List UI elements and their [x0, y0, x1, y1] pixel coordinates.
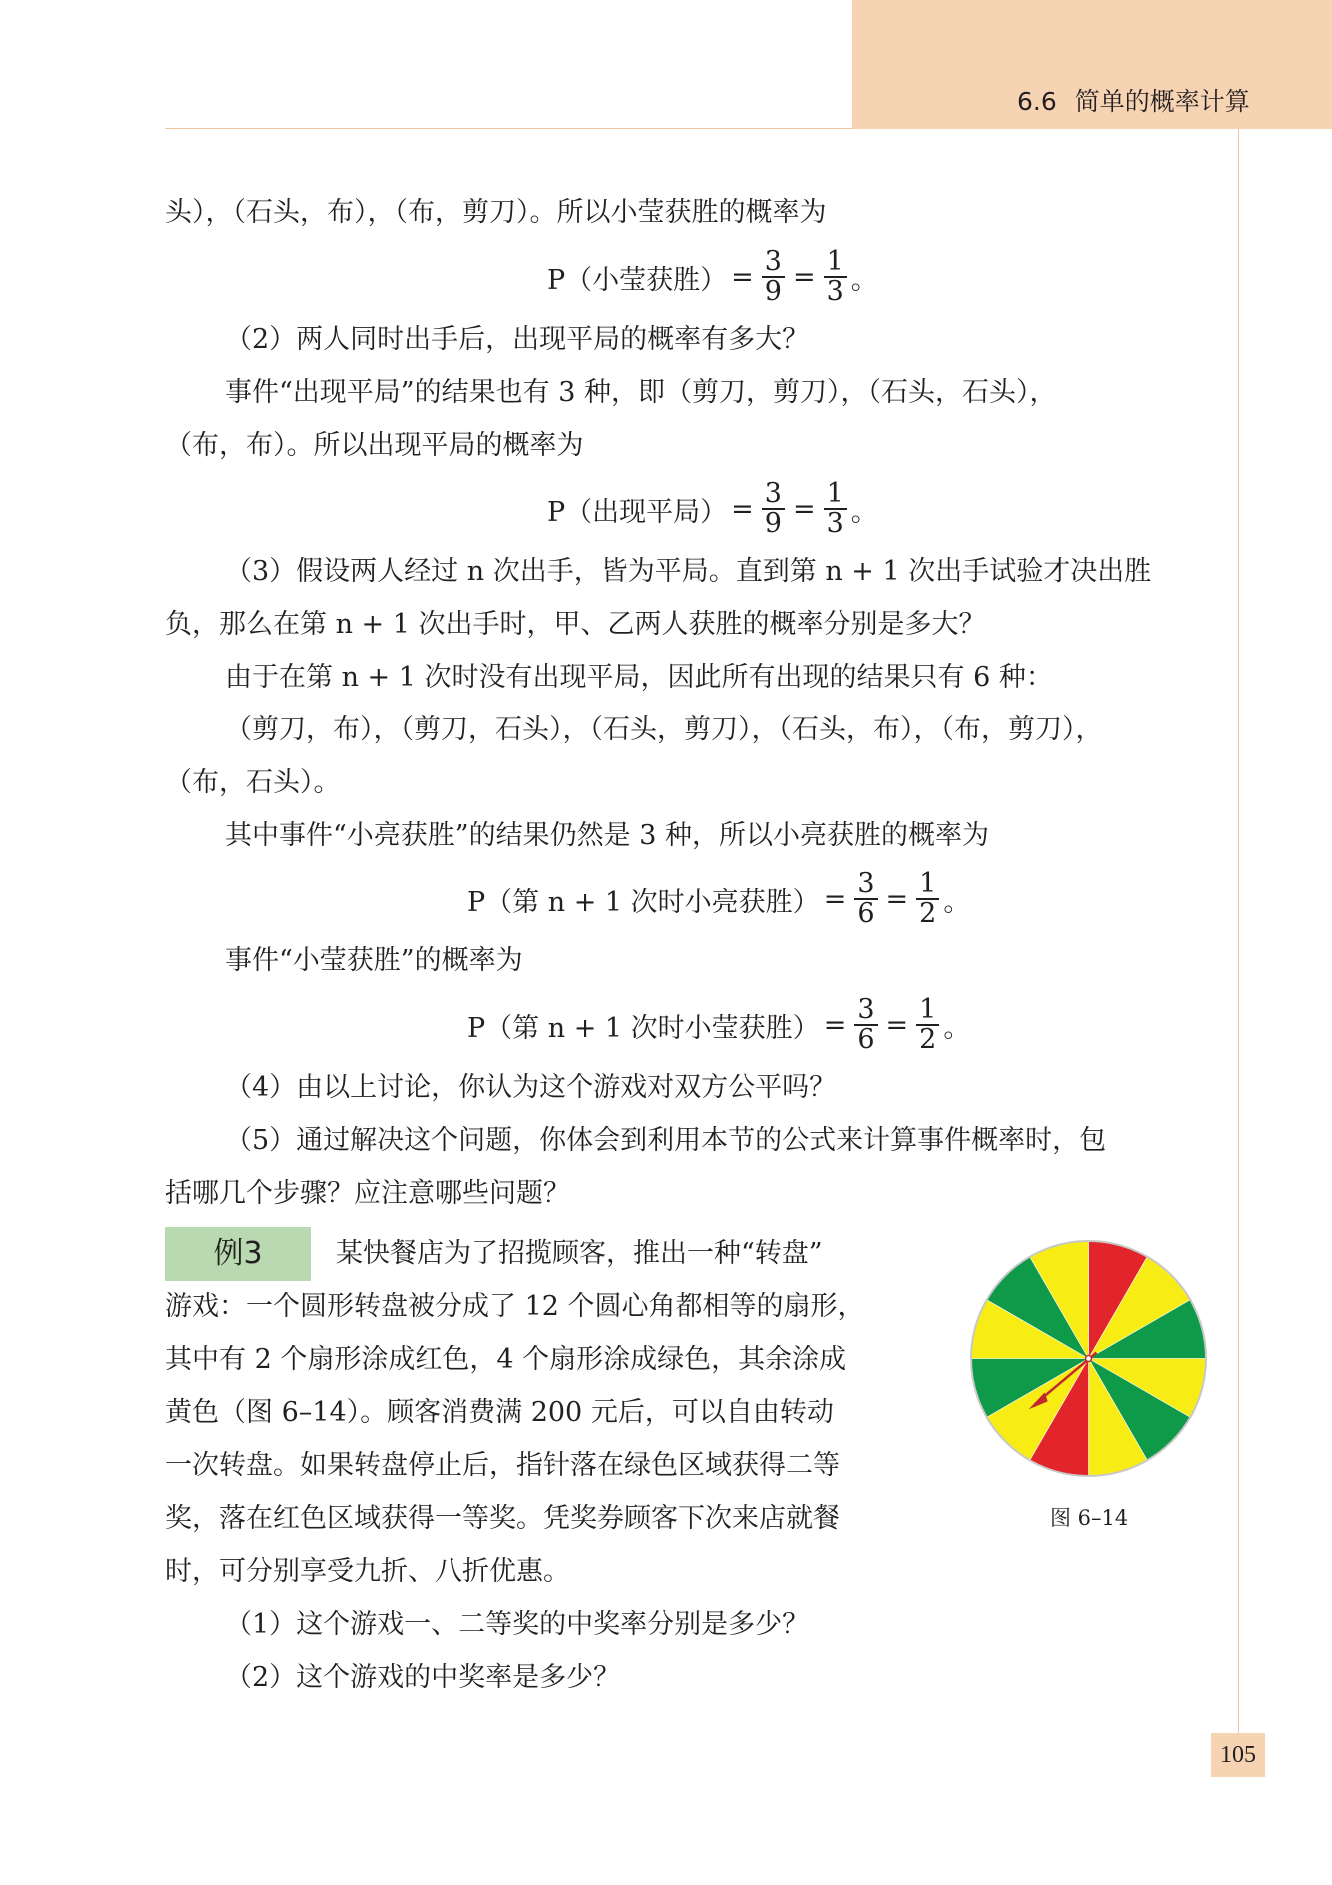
- section-number: 6.6: [1017, 87, 1057, 116]
- formula-lhs: P（第 n + 1 次时小亮获胜）: [467, 886, 820, 918]
- formula-lhs: P（小莹获胜）: [547, 264, 728, 296]
- margin-rule: [1238, 129, 1239, 1769]
- fraction: $\frac{3}{9}$: [762, 480, 785, 538]
- text-line: 由于在第 n + 1 次时没有出现平局，因此所有出现的结果只有 6 种：: [225, 662, 1053, 693]
- text-line: 其中事件“小亮获胜”的结果仍然是 3 种，所以小亮获胜的概率为: [225, 820, 989, 851]
- text-line: 某快餐店为了招揽顾客，推出一种“转盘”: [336, 1238, 823, 1269]
- formula-xiaoying-win-n1: P（第 n + 1 次时小莹获胜） = $\frac{3}{6}$ = $\frac{1}{2}$ 。: [467, 994, 971, 1055]
- fraction: $\frac{1}{3}$: [824, 248, 847, 306]
- text-line: 其中有 2 个扇形涂成红色，4 个扇形涂成绿色，其余涂成: [165, 1344, 847, 1375]
- header-rule: [165, 128, 853, 129]
- formula-lhs: P（第 n + 1 次时小莹获胜）: [467, 1012, 820, 1044]
- text-line: （布，石头）。: [165, 767, 341, 798]
- text-line: （5）通过解决这个问题，你体会到利用本节的公式来计算事件概率时，包: [225, 1125, 1107, 1156]
- text-line: 黄色（图 6–14）。顾客消费满 200 元后，可以自由转动: [165, 1397, 834, 1428]
- text-line: 事件“出现平局”的结果也有 3 种，即（剪刀，剪刀），（石头，石头），: [225, 377, 1057, 408]
- spinner-wheel: [969, 1239, 1208, 1478]
- text-line: （2）这个游戏的中奖率是多少？: [225, 1662, 621, 1693]
- text-line: 一次转盘。如果转盘停止后，指针落在绿色区域获得二等: [165, 1450, 840, 1481]
- example-label: 例3: [165, 1227, 311, 1281]
- formula-lhs: P（出现平局）: [547, 496, 728, 528]
- text-line: （3）假设两人经过 n 次出手，皆为平局。直到第 n + 1 次出手试验才决出胜: [225, 556, 1152, 587]
- formula-xiaoliang-win-n1: P（第 n + 1 次时小亮获胜） = $\frac{3}{6}$ = $\frac{1}{2}$ 。: [467, 868, 971, 929]
- section-header: [1017, 82, 1250, 118]
- text-line: （1）这个游戏一、二等奖的中奖率分别是多少？: [225, 1609, 810, 1640]
- page-number: 105: [1211, 1733, 1265, 1777]
- text-line: （2）两人同时出手后，出现平局的概率有多大？: [225, 324, 810, 355]
- text-line: 负，那么在第 n + 1 次出手时，甲、乙两人获胜的概率分别是多大？: [165, 609, 986, 640]
- section-title: 简单的概率计算: [1074, 87, 1250, 116]
- fraction: $\frac{1}{3}$: [824, 480, 847, 538]
- text-line: 时，可分别享受九折、八折优惠。: [165, 1556, 570, 1587]
- fraction: $\frac{1}{2}$: [916, 870, 939, 928]
- fraction: $\frac{3}{6}$: [854, 996, 877, 1054]
- text-line: 头），（石头，布），（布，剪刀）。所以小莹获胜的概率为: [165, 197, 827, 228]
- text-line: （4）由以上讨论，你认为这个游戏对双方公平吗？: [225, 1072, 837, 1103]
- formula-xiaoying-win: P（小莹获胜） = $\frac{3}{9}$ = $\frac{1}{3}$ 。: [547, 246, 878, 307]
- formula-draw: P（出现平局） = $\frac{3}{9}$ = $\frac{1}{3}$ 。: [547, 478, 878, 539]
- fraction: $\frac{1}{2}$: [916, 996, 939, 1054]
- fraction: $\frac{3}{9}$: [762, 248, 785, 306]
- text-line: 奖，落在红色区域获得一等奖。凭奖券顾客下次来店就餐: [165, 1503, 840, 1534]
- text-line: 事件“小莹获胜”的概率为: [225, 945, 523, 976]
- figure-caption: 图 6–14: [1050, 1506, 1129, 1530]
- text-line: 括哪几个步骤？应注意哪些问题？: [165, 1178, 570, 1209]
- text-line: （布，布）。所以出现平局的概率为: [165, 430, 584, 461]
- text-line: （剪刀，布），（剪刀，石头），（石头，剪刀），（石头，布），（布，剪刀），: [225, 714, 1103, 745]
- text-line: 游戏：一个圆形转盘被分成了 12 个圆心角都相等的扇形，: [165, 1291, 865, 1322]
- fraction: $\frac{3}{6}$: [854, 870, 877, 928]
